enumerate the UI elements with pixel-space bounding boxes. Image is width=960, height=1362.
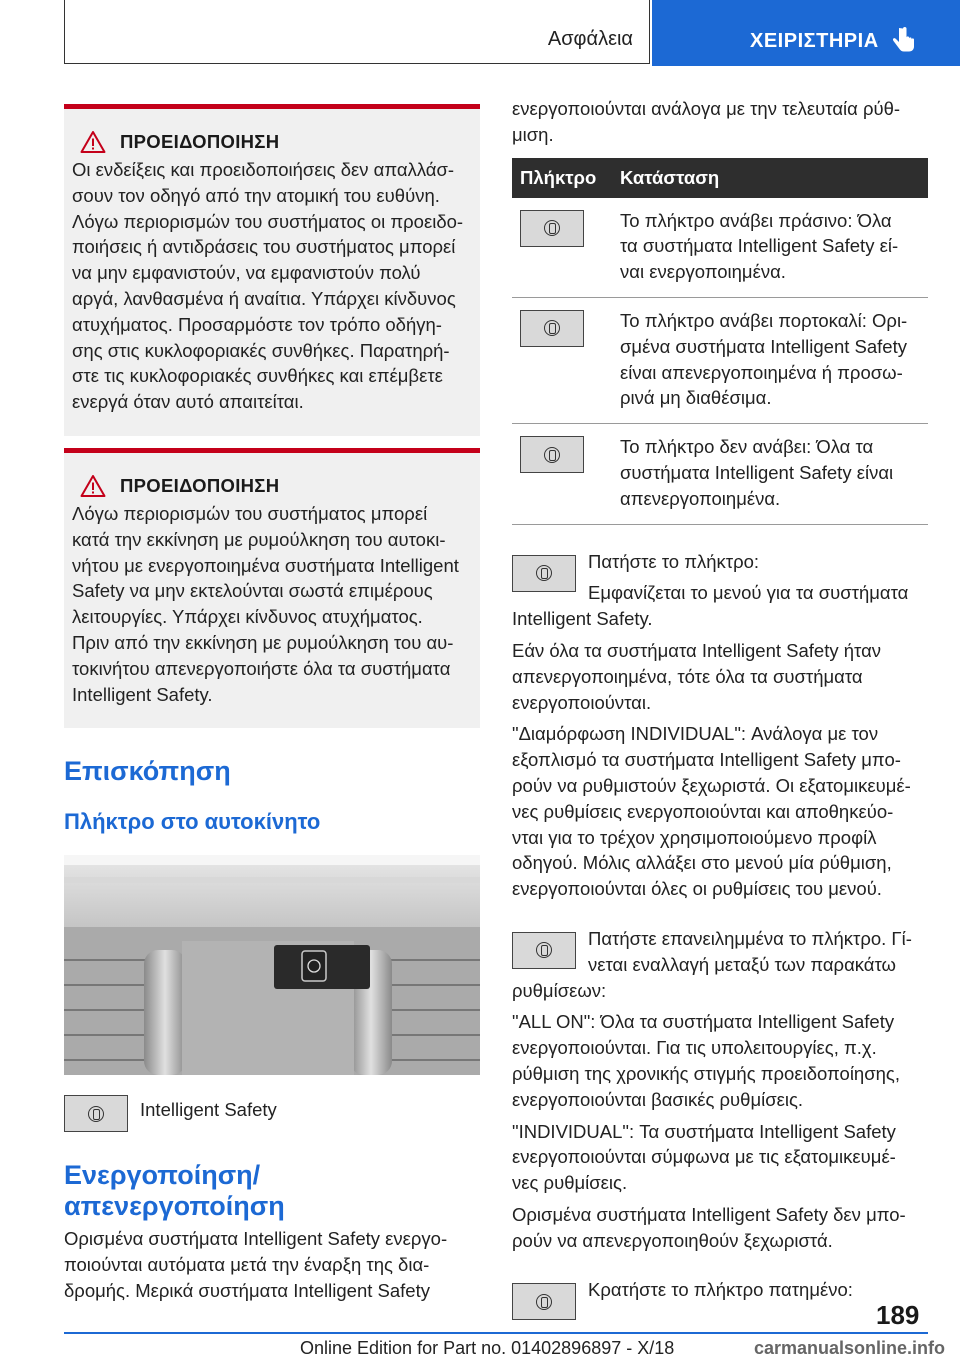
table-row [512,424,928,524]
intelligent-safety-key-icon [512,1283,576,1320]
text-line: ενεργά όταν αυτό απαιτείται. [72,391,304,413]
dashboard-vents-illustration [64,855,480,1075]
section-title: Ασφάλεια [547,28,633,50]
text-line: ρινά μη διαθέσιμα. [620,387,772,409]
warning-triangle-icon [80,130,106,154]
overview-subheading: Πλήκτρο στο αυτοκίνητο [64,809,321,834]
text-line: "ALL ON": Όλα τα συστήματα Intelligent Safety [512,1011,895,1033]
text-line: Εμφανίζεται το μενού για τα συστήματα [588,582,909,604]
table-cell-state [616,424,928,524]
warning-triangle-icon [80,474,106,498]
warning-box-2 [64,448,480,728]
footer-watermark: carmanualsonline.info [754,1338,946,1358]
table-cell-state [616,297,928,423]
text-line: Πατήστε επανειλημμένα το πλήκτρο. Γί- [588,927,912,949]
text-line: κατά την εκκίνηση με ρυμούλκηση του αυτοκι- [72,528,446,550]
text-line: ενεργοποιούνται ανάλογα με την τελευταία ρύθ- [512,98,901,119]
text-line: αργά, λανθασμένα ή αναίτια. Υπάρχει κίνδυνος [72,287,456,309]
warning-text [72,501,472,707]
warning-box-1 [64,104,480,436]
text-line: ναι ενεργοποιημένα. [620,261,786,283]
individual-config-text [512,721,928,902]
press-once-label [588,549,908,607]
key-state-table [512,158,928,525]
key-off-icon [520,436,584,473]
col-key-header: Πλήκτρο [512,158,616,198]
table-header-row [512,158,928,198]
intelligent-safety-key-icon [512,555,576,592]
text-line: Πατήστε το πλήκτρο: [588,550,760,572]
text-line: νται για το τρέχον χρησιμοποιούμενο προφίλ [512,826,877,848]
text-line: "INDIVIDUAL": Τα συστήματα Intelligent Safety [512,1120,896,1142]
overview-heading: Επισκόπηση [64,756,231,786]
press-repeat-label [588,926,912,978]
text-line: νες ρυθμίσεις ενεργοποιούνται και αποθηκεύο- [512,800,894,822]
text-line: Ορισμένα συστήματα Intelligent Safety ενεργο- [64,1228,448,1249]
text-line: στε τις κυκλοφοριακές συνθήκες και επέμβετε [72,365,443,387]
text-line: να μην εμφανιστούν, να εμφανιστούν πολύ [72,262,421,284]
warning-title: ΠΡΟΕΙΔΟΠΟΙΗΣΗ [120,475,280,496]
right-column [512,96,928,1320]
text-line: ρούν να ρυθμιστούν ξεχωριστά. Οι εξατομικευμέ- [512,774,911,796]
table-row [512,198,928,298]
table-cell-state [616,198,928,298]
key-legend-row [64,1095,480,1132]
text-line: ενεργοποιούνται. [512,691,652,713]
text-line: οδηγού. Μόλις αλλάξει στο μενού μία ρύθμιση, [512,852,892,874]
press-repeat-tail: ρυθμίσεων: [512,979,607,1001]
text-line: Safety να μην εκτελούνται σωστά επιμέρους [72,580,433,602]
text-line: δρομής. Μερικά συστήματα Intelligent Safety [64,1279,430,1301]
text-line: σουν τον οδηγό από την ατομική του ευθύνη. [72,184,440,206]
text-line: είναι απενεργοποιημένα ή προσω- [620,361,903,383]
press-once-tail: Intelligent Safety. [512,608,653,630]
text-line: μιση. [512,123,554,145]
vehicle-key-photo [64,855,480,1075]
text-line: Το πλήκτρο ανάβει πορτοκαλί: Ορι- [620,309,908,331]
warning-title: ΠΡΟΕΙΔΟΠΟΙΗΣΗ [120,131,280,152]
footer-edition: Online Edition for Part no. 01402896897 - X/18 [300,1338,675,1358]
activation-heading: Ενεργοποίηση/απενεργοποίηση [64,1160,285,1221]
text-line: ρούν να απενεργοποιηθούν ξεχωριστά. [512,1229,833,1251]
text-line: ποιούνται αυτόματα μετά την έναρξη της δια- [64,1253,430,1275]
text-line: ατυχήματος. Προσαρμόστε τον τρόπο οδήγη- [72,313,442,335]
text-line: σης στις κυκλοφοριακές συνθήκες. Παρατηρή- [72,339,450,361]
all-on-text [512,1009,928,1112]
text-line: ενεργοποιούνται όλες οι ρυθμίσεις του μενού. [512,878,882,900]
text-line: συστήματα Intelligent Safety είναι [620,461,894,483]
press-once-row [512,549,928,607]
separate-off-text [512,1202,928,1254]
key-orange-icon [520,310,584,347]
text-line: Λόγω περιορισμών του συστήματος οι προειδο- [72,210,464,232]
text-line: ρύθμιση της χρονικής στιγμής προειδοποίησης, [512,1062,900,1084]
text-line: Intelligent Safety. [72,683,213,705]
text-line: Πριν από την εκκίνηση με ρυμούλκηση του αυ- [72,631,454,653]
text-line: Εάν όλα τα συστήματα Intelligent Safety ήταν [512,639,882,661]
text-line: τοκινήτου απενεργοποιήστε όλα τα συστήματα [72,657,451,679]
text-line: νεται εναλλαγή μεταξύ των παρακάτω [588,953,896,975]
individual-mode-text [512,1119,928,1196]
text-line: σμένα συστήματα Intelligent Safety [620,335,907,357]
intelligent-safety-key-icon [512,932,576,969]
text-line: λειτουργίες. Υπάρχει κίνδυνος ατυχήματος. [72,606,423,628]
text-line: ενεργοποιούνται. Για τις υπολειτουργίες, π.χ. [512,1037,877,1059]
text-line: απενεργοποιημένα, τότε όλα τα συστήματα [512,665,863,687]
text-line: απενεργοποιημένα. [620,487,781,509]
tab-controls[interactable] [652,0,960,66]
activation-text [64,1226,480,1303]
page-number: 189 [876,1300,920,1330]
table-row [512,297,928,423]
text-line: Ορισμένα συστήματα Intelligent Safety δεν μπο- [512,1203,906,1225]
text-line: εξοπλισμό τα συστήματα Intelligent Safety μπο- [512,749,901,771]
if-off-text [512,638,928,715]
pointing-hand-icon [892,26,918,54]
col-state-header: Κατάσταση [616,158,928,198]
text-line: νήτου με ενεργοποιημένα συστήματα Intelligent [72,554,459,576]
table-cell-key [512,424,616,524]
text-line: ποιήσεις ή αντιδράσεις του συστήματος μπορεί [72,236,456,258]
warning-text [72,157,472,415]
intelligent-safety-key-icon [64,1095,128,1132]
key-green-icon [520,210,584,247]
key-caption: Intelligent Safety [140,1099,277,1120]
table-cell-key [512,297,616,423]
table-cell-key [512,198,616,298]
text-line: ενεργοποιούνται βασικές ρυθμίσεις. [512,1088,804,1110]
text-line: "Διαμόρφωση INDIVIDUAL": Ανάλογα με τον [512,723,879,745]
text-line: Λόγω περιορισμών του συστήματος μπορεί [72,503,428,524]
hold-label: Κρατήστε το πλήκτρο πατημένο: [588,1279,853,1301]
warning-header [72,129,472,155]
text-line: Οι ενδείξεις και προειδοποιήσεις δεν απαλλάσ- [72,159,455,180]
header-section-box [64,0,650,64]
left-column [64,104,480,1303]
text-line: Το πλήκτρο δεν ανάβει: Όλα τα [620,436,874,458]
tab-controls-label: ΧΕΙΡΙΣΤΗΡΙΑ [750,30,879,52]
intro-text [512,96,928,148]
text-line: νες ρυθμίσεις. [512,1172,628,1194]
warning-header [72,473,472,499]
text-line: ενεργοποιούνται σύμφωνα με τις εξατομικευμέ- [512,1146,896,1168]
text-line: Το πλήκτρο ανάβει πράσινο: Όλα [620,209,892,231]
text-line: τα συστήματα Intelligent Safety εί- [620,235,899,257]
press-repeat-row [512,926,928,978]
hold-row [512,1277,928,1320]
footer-divider [64,1332,928,1334]
